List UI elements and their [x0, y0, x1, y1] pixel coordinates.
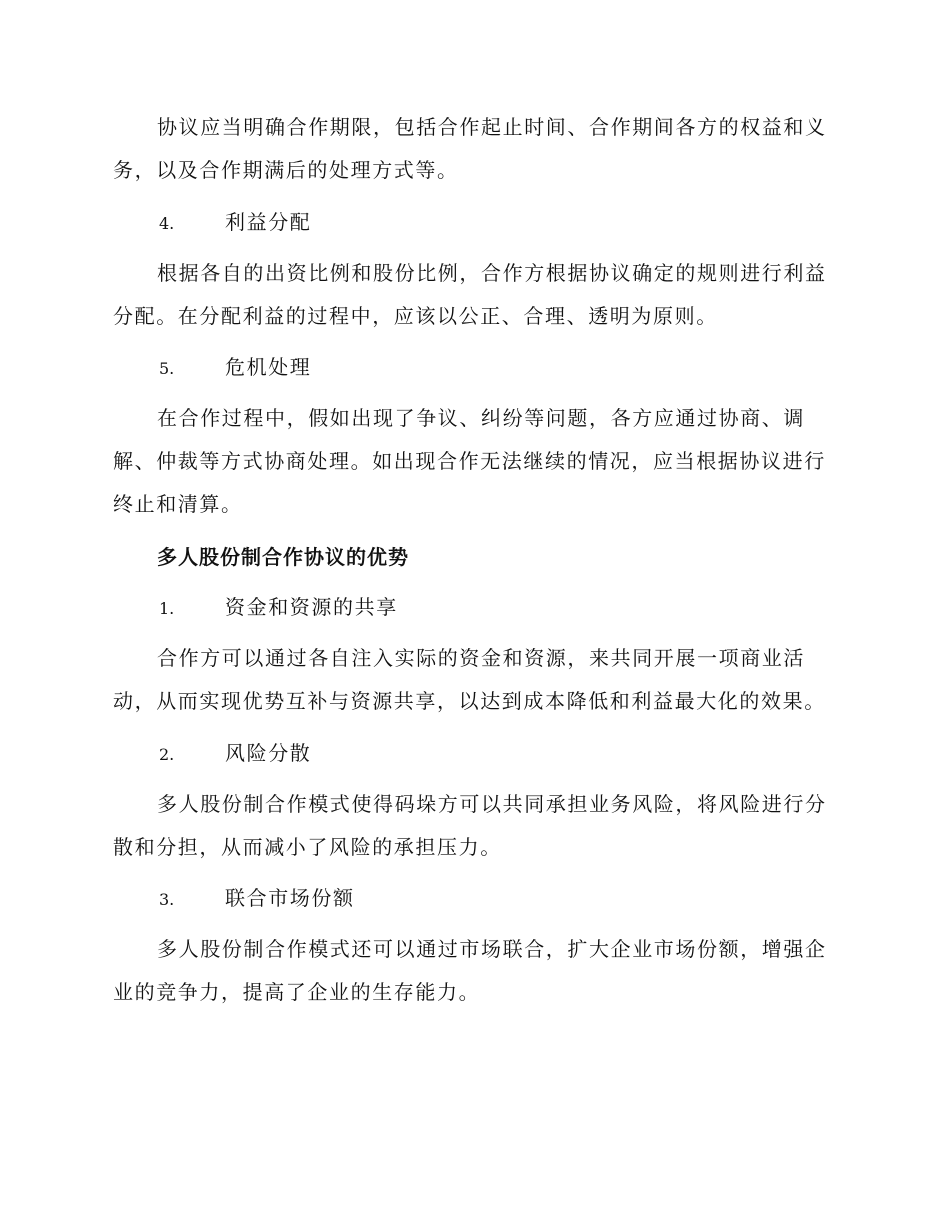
list-item-risk-dispersion	[159, 739, 311, 769]
list-number: 4.	[159, 214, 175, 233]
list-number: 1.	[159, 599, 175, 618]
paragraph-crisis-handling: 在合作过程中，假如出现了争议、纠纷等问题，各方应通过协商、调解、仲裁等方式协商处理。如出现合作无法继续的情况，应当根据协议进行终止和清算。	[113, 406, 826, 516]
list-number: 5.	[159, 359, 175, 378]
list-number: 3.	[159, 890, 175, 909]
list-item-market-share	[159, 884, 355, 914]
list-number: 2.	[159, 745, 175, 764]
paragraph-profit-distribution: 根据各自的出资比例和股份比例，合作方根据协议确定的规则进行利益分配。在分配利益的过程中，应该以公正、合理、透明为原则。	[113, 261, 827, 328]
paragraph-risk-dispersion: 多人股份制合作模式使得码垛方可以共同承担业务风险，将风险进行分散和分担，从而减小了风险的承担压力。	[113, 792, 827, 859]
list-title: 危机处理	[225, 355, 312, 379]
list-item-profit-distribution	[159, 208, 311, 238]
paragraph-cooperation-term: 协议应当明确合作期限，包括合作起止时间、合作期间各方的权益和义务，以及合作期满后的处理方式等。	[113, 115, 827, 182]
list-title: 资金和资源的共享	[225, 595, 398, 619]
list-title: 利益分配	[225, 210, 312, 234]
paragraph-resource-sharing: 合作方可以通过各自注入实际的资金和资源，来共同开展一项商业活动，从而实现优势互补与资源共享，以达到成本降低和利益最大化的效果。	[113, 646, 826, 713]
list-item-crisis-handling	[159, 353, 311, 383]
list-title: 风险分散	[225, 741, 312, 765]
section-heading: 多人股份制合作协议的优势	[157, 545, 409, 569]
list-title: 联合市场份额	[225, 886, 355, 910]
paragraph-market-share: 多人股份制合作模式还可以通过市场联合，扩大企业市场份额，增强企业的竞争力，提高了企业的生存能力。	[113, 937, 827, 1004]
list-item-resource-sharing	[159, 593, 398, 623]
